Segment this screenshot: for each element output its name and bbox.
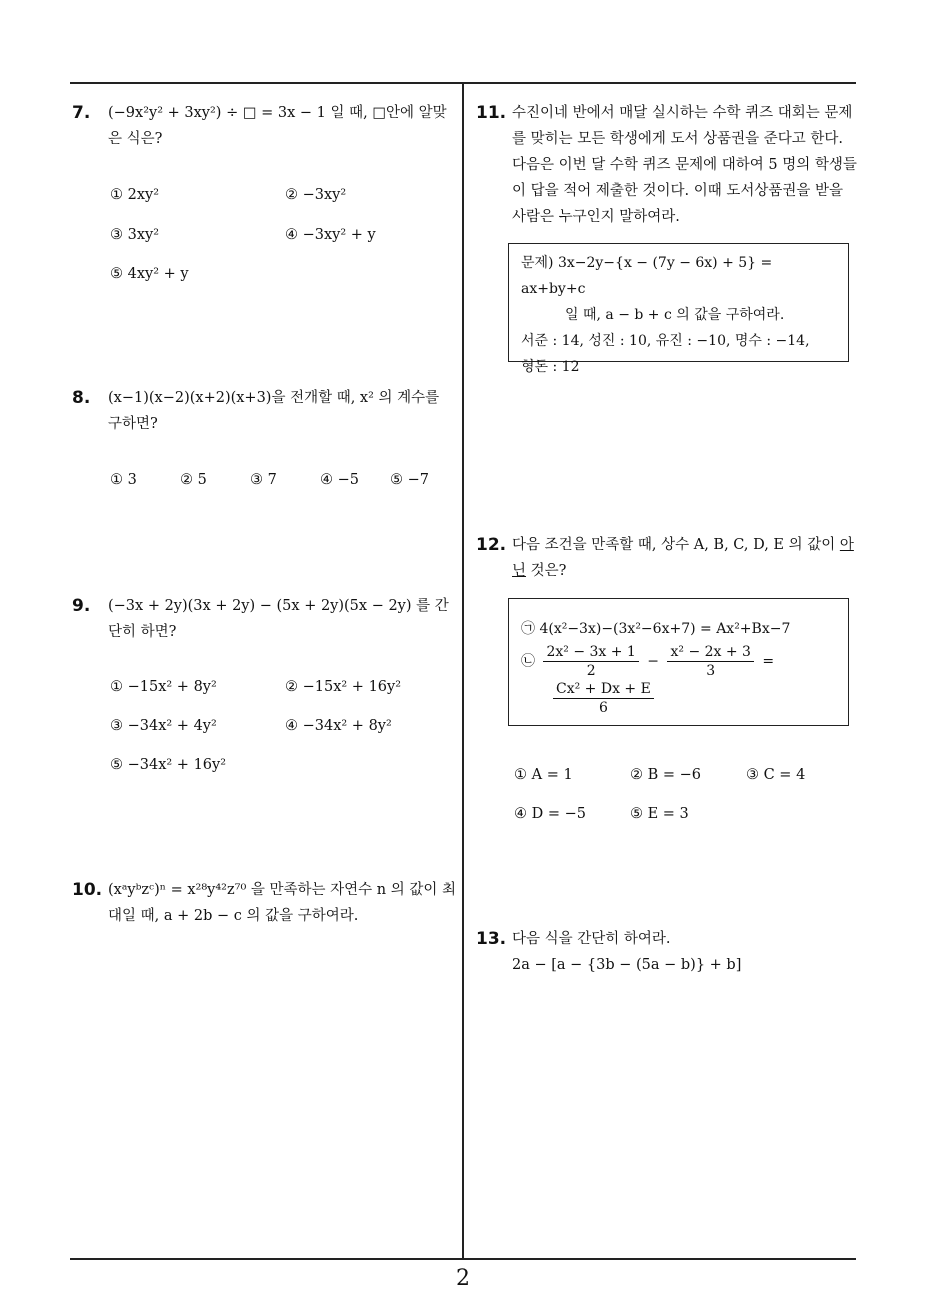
box-line: 서준 : 14, 성진 : 10, 유진 : −10, 명수 : −14, — [521, 333, 810, 349]
question-number: 8. — [72, 388, 91, 408]
fraction-denominator: 3 — [706, 663, 716, 679]
question-text-part: 것은? — [526, 563, 567, 579]
option-1[interactable]: ① A = 1 — [514, 767, 573, 783]
expression: 2a − [a − {3b − (5a − b)} + b] — [512, 957, 742, 973]
fraction-numerator: Cx² + Dx + E — [553, 680, 654, 699]
question-7 — [72, 100, 457, 152]
equals-sign: = — [762, 653, 775, 670]
option-4[interactable]: ④ D = −5 — [514, 806, 586, 822]
question-number: 7. — [72, 103, 91, 123]
fraction-numerator: 2x² − 3x + 1 — [543, 643, 638, 662]
fraction-denominator: 6 — [598, 700, 608, 716]
box-line: 형돈 : 12 — [521, 359, 580, 375]
bottom-rule — [70, 1258, 856, 1260]
option-2[interactable]: ② −3xy² — [285, 187, 347, 203]
fraction-2 — [667, 643, 753, 680]
page-number: 2 — [456, 1266, 470, 1291]
option-2[interactable]: ② B = −6 — [630, 767, 702, 783]
condition-2 — [521, 643, 836, 680]
option-3[interactable]: ③ −34x² + 4y² — [110, 718, 217, 734]
fraction-1 — [543, 643, 638, 680]
option-5[interactable]: ⑤ −34x² + 16y² — [110, 757, 227, 773]
condition-2-rhs — [549, 680, 836, 717]
question-10 — [72, 877, 457, 929]
question-13 — [476, 926, 860, 978]
problem-box — [508, 243, 849, 375]
question-8 — [72, 385, 457, 437]
box-line: 문제) 3x−2y−{x − (7y − 6x) + 5} = ax+by+c — [521, 255, 773, 297]
question-text: (xᵃyᵇzᶜ)ⁿ = x²⁸y⁴²z⁷⁰ 을 만족하는 자연수 n 의 값이 최대일 때, a + 2b − c 의 값을 구하여라. — [108, 882, 456, 924]
condition-1: ㉠ 4(x²−3x)−(3x²−6x+7) = Ax²+Bx−7 — [521, 621, 791, 637]
option-3[interactable]: ③ 7 — [250, 472, 277, 488]
question-text — [512, 532, 860, 584]
question-number: 13. — [476, 929, 507, 949]
minus-sign: − — [647, 653, 660, 670]
question-number: 11. — [476, 103, 507, 123]
option-2[interactable]: ② 5 — [180, 472, 207, 488]
question-text: (−3x + 2y)(3x + 2y) − (5x + 2y)(5x − 2y) 를 간단히 하면? — [108, 598, 449, 640]
question-11 — [476, 100, 860, 230]
option-3[interactable]: ③ 3xy² — [110, 227, 160, 243]
option-1[interactable]: ① −15x² + 8y² — [110, 679, 217, 695]
box-line: 일 때, a − b + c 의 값을 구하여라. — [565, 307, 785, 323]
question-number: 10. — [72, 880, 103, 900]
option-5[interactable]: ⑤ 4xy² + y — [110, 266, 189, 282]
question-text-part: 다음 조건을 만족할 때, 상수 A, B, C, D, E 의 값이 — [512, 537, 840, 553]
fraction-numerator: x² − 2x + 3 — [667, 643, 753, 662]
fraction-3 — [553, 680, 654, 717]
option-4[interactable]: ④ −5 — [320, 472, 359, 488]
column-divider — [462, 83, 464, 1259]
question-text: (x−1)(x−2)(x+2)(x+3)을 전개할 때, x² 의 계수를 구하면? — [108, 390, 440, 432]
question-12 — [476, 532, 860, 584]
option-4[interactable]: ④ −3xy² + y — [285, 227, 376, 243]
condition-box — [508, 598, 849, 726]
option-4[interactable]: ④ −34x² + 8y² — [285, 718, 392, 734]
question-text: (−9x²y² + 3xy²) ÷ □ = 3x − 1 일 때, □안에 알맞은 식은? — [108, 105, 447, 147]
question-number: 9. — [72, 596, 91, 616]
option-1[interactable]: ① 2xy² — [110, 187, 160, 203]
question-number: 12. — [476, 535, 507, 555]
option-1[interactable]: ① 3 — [110, 472, 137, 488]
underlined-word: 아닌 — [512, 537, 854, 579]
question-text: 수진이네 반에서 매달 실시하는 수학 퀴즈 대회는 문제를 맞히는 모든 학생에게 도서 상품권을 준다고 한다. 다음은 이번 달 수학 퀴즈 문제에 대하여 5 명의 학생들이 답을 적어 제출한 것이다. 이때 도서상품권을 받을 사람은 누구인지 말하여라. — [512, 105, 857, 225]
question-text: 다음 식을 간단히 하여라. — [512, 931, 671, 947]
option-2[interactable]: ② −15x² + 16y² — [285, 679, 402, 695]
condition-2-label: ㉡ — [521, 653, 535, 670]
option-3[interactable]: ③ C = 4 — [746, 767, 806, 783]
option-5[interactable]: ⑤ E = 3 — [630, 806, 689, 822]
option-5[interactable]: ⑤ −7 — [390, 472, 429, 488]
question-9 — [72, 593, 457, 645]
fraction-denominator: 2 — [586, 663, 596, 679]
